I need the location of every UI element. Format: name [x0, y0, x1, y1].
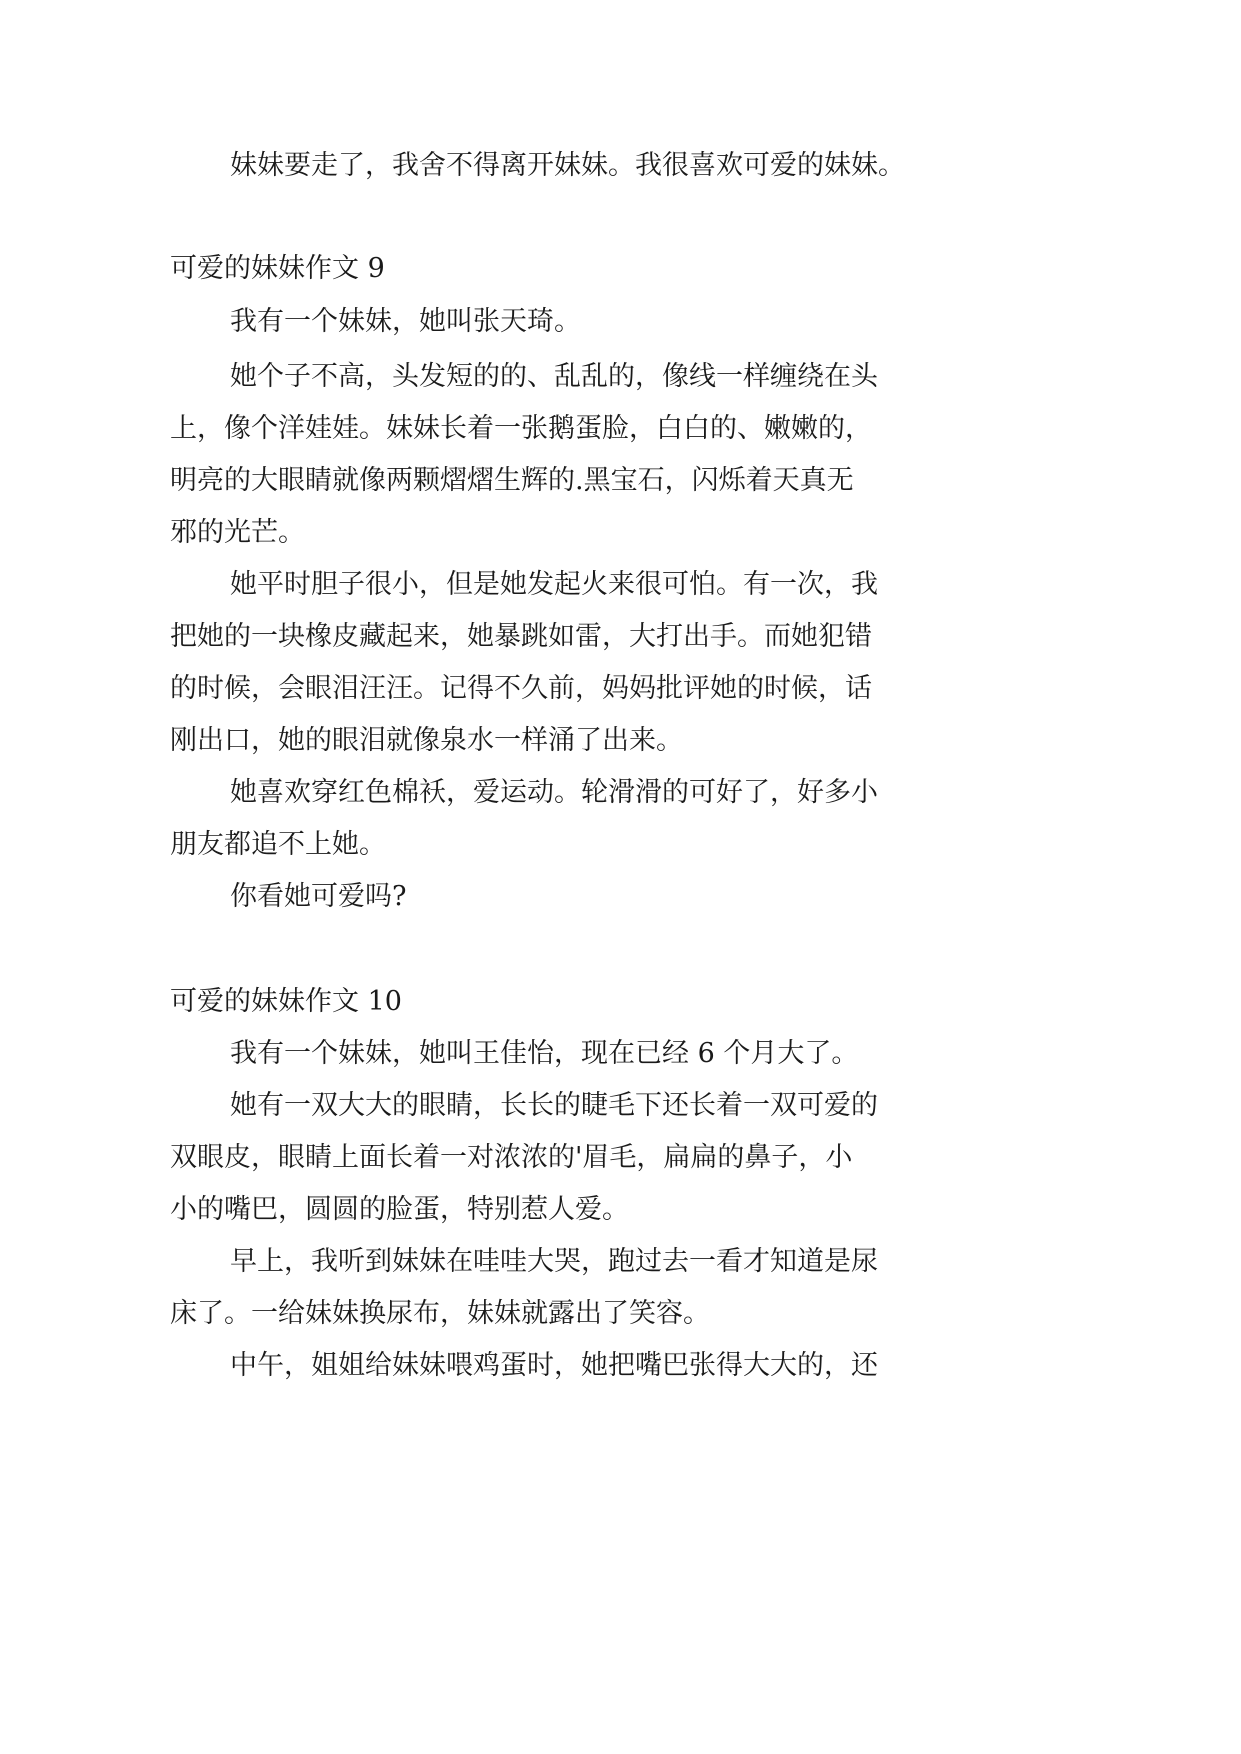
- essay-10-paragraph-3-line-2: 床了。一给妹妹换尿布，妹妹就露出了笑容。: [170, 1298, 710, 1329]
- essay-9-paragraph-3-line-1: 她平时胆子很小，但是她发起火来很可怕。有一次，我: [230, 569, 878, 600]
- essay-10-title: 可爱的妹妹作文 10: [170, 986, 402, 1017]
- essay-10-paragraph-3-line-1: 早上，我听到妹妹在哇哇大哭，跑过去一看才知道是尿: [230, 1246, 878, 1277]
- essay-9-paragraph-2-line-2: 上，像个洋娃娃。妹妹长着一张鹅蛋脸，白白的、嫩嫩的，: [170, 413, 872, 444]
- essay-9-paragraph-4-line-2: 朋友都追不上她。: [170, 829, 386, 860]
- essay-10-paragraph-2-line-2: 双眼皮，眼睛上面长着一对浓浓的'眉毛，扁扁的鼻子，小: [170, 1142, 853, 1173]
- essay-9-paragraph-1: 我有一个妹妹，她叫张天琦。: [230, 306, 581, 337]
- essay-10-paragraph-1: 我有一个妹妹，她叫王佳怡，现在已经 6 个月大了。: [230, 1038, 859, 1069]
- essay-10-paragraph-2-line-1: 她有一双大大的眼睛，长长的睫毛下还长着一双可爱的: [230, 1090, 878, 1121]
- essay-9-title: 可爱的妹妹作文 9: [170, 253, 385, 284]
- essay-9-paragraph-3-line-4: 刚出口，她的眼泪就像泉水一样涌了出来。: [170, 725, 683, 756]
- essay-9-paragraph-4-line-1: 她喜欢穿红色棉袄，爱运动。轮滑滑的可好了，好多小: [230, 777, 878, 808]
- essay-9-paragraph-5: 你看她可爱吗?: [230, 881, 407, 912]
- essay-9-paragraph-2-line-3: 明亮的大眼睛就像两颗熠熠生辉的.黑宝石，闪烁着天真无: [170, 465, 854, 496]
- essay-9-paragraph-3-line-2: 把她的一块橡皮藏起来，她暴跳如雷，大打出手。而她犯错: [170, 621, 872, 652]
- essay-9-paragraph-2-line-1: 她个子不高，头发短的的、乱乱的，像线一样缠绕在头: [230, 361, 878, 392]
- intro-line: 妹妹要走了，我舍不得离开妹妹。我很喜欢可爱的妹妹。: [230, 150, 905, 181]
- essay-10-paragraph-4-line-1: 中午，姐姐给妹妹喂鸡蛋时，她把嘴巴张得大大的，还: [230, 1350, 878, 1381]
- essay-9-paragraph-2-line-4: 邪的光芒。: [170, 517, 305, 548]
- essay-9-paragraph-3-line-3: 的时候，会眼泪汪汪。记得不久前，妈妈批评她的时候，话: [170, 673, 872, 704]
- essay-10-paragraph-2-line-3: 小的嘴巴，圆圆的脸蛋，特别惹人爱。: [170, 1194, 629, 1225]
